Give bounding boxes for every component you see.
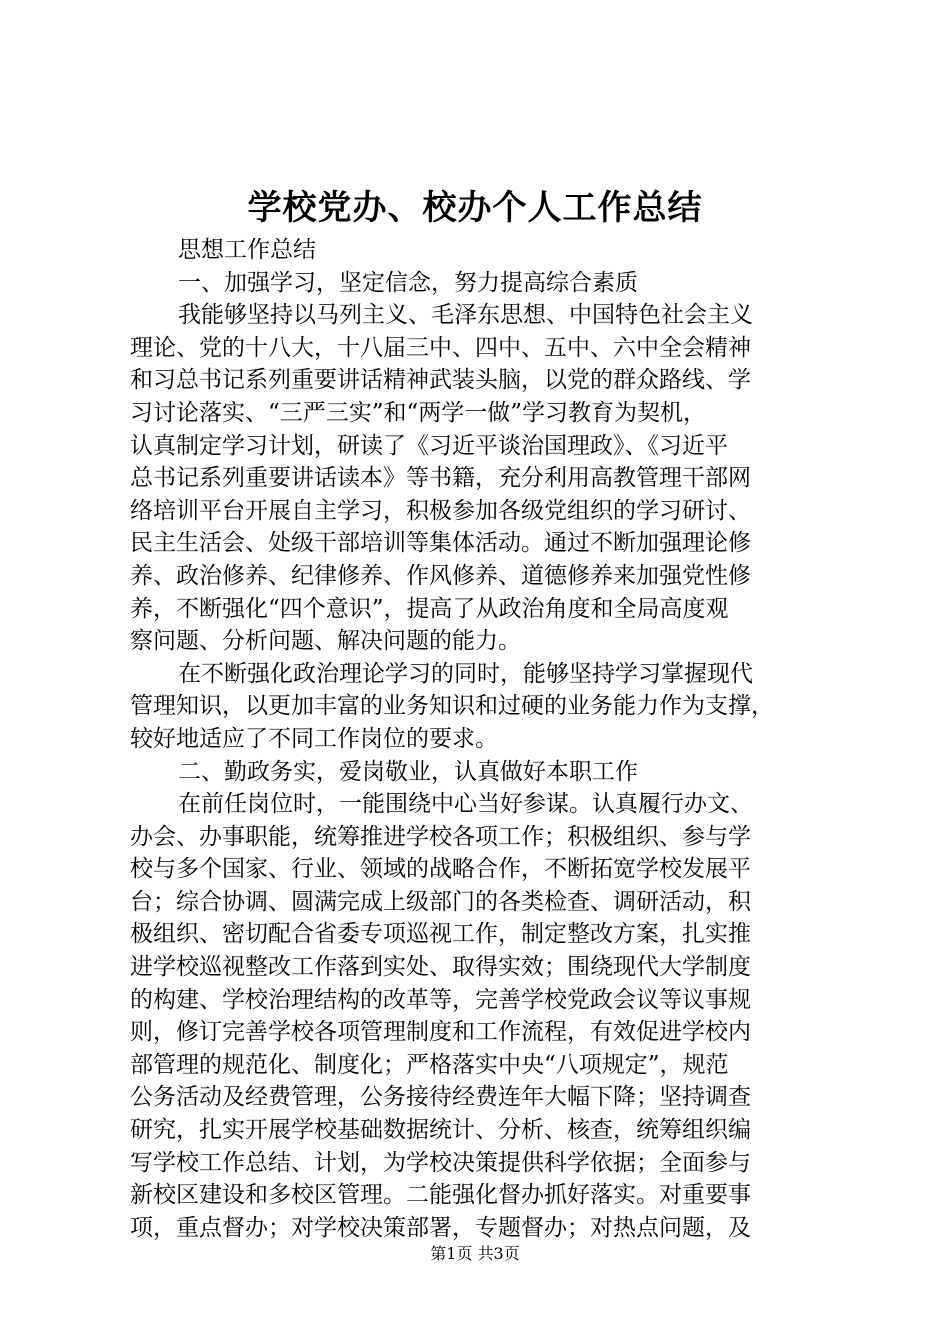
text-line: 校与多个国家、行业、领域的战略合作，不断拓宽学校发展平: [130, 856, 751, 883]
text-line: 和习总书记系列重要讲话精神武装头脑，以党的群众路线、学: [130, 367, 751, 394]
text-line: 较好地适应了不同工作岗位的要求。: [130, 725, 498, 752]
text-line: 思想工作总结: [178, 237, 316, 263]
text-line: 我能够坚持以马列主义、毛泽东思想、中国特色社会主义: [178, 302, 753, 329]
text-line: 部管理的规范化、制度化；严格落实中央“八项规定”，规范: [130, 1051, 729, 1078]
text-line: 养，不断强化“四个意识”，提高了从政治角度和全局高度观: [130, 595, 729, 622]
text-line: 项，重点督办；对学校决策部署，专题督办；对热点问题，及: [130, 1214, 751, 1241]
text-line: 在前任岗位时，一能围绕中心当好参谋。认真履行办文、: [178, 791, 753, 818]
text-line: 络培训平台开展自主学习，积极参加各级党组织的学习研讨、: [130, 497, 751, 524]
text-line: 察问题、分析问题、解决问题的能力。: [130, 628, 521, 655]
text-line: 习讨论落实、“三严三实”和“两学一做”学习教育为契机，: [130, 399, 707, 426]
page-footer: 第1页 共3页: [430, 1244, 520, 1263]
text-line: 研究，扎实开展学校基础数据统计、分析、核查，统筹组织编: [130, 1117, 751, 1144]
text-line: 新校区建设和多校区管理。二能强化督办抓好落实。对重要事: [130, 1182, 751, 1209]
text-line: 台；综合协调、圆满完成上级部门的各类检查、调研活动，积: [130, 888, 751, 915]
text-line: 则，修订完善学校各项管理制度和工作流程，有效促进学校内: [130, 1019, 751, 1046]
text-line: 办会、办事职能，统筹推进学校各项工作；积极组织、参与学: [130, 823, 751, 850]
text-line: 极组织、密切配合省委专项巡视工作，制定整改方案，扎实推: [130, 921, 751, 948]
text-line: 理论、党的十八大，十八届三中、四中、五中、六中全会精神: [130, 334, 751, 361]
document-title: 学校党办、校办个人工作总结: [247, 188, 703, 228]
text-line: 总书记系列重要讲话读本》等书籍，充分利用高教管理干部网: [130, 465, 751, 492]
text-line: 在不断强化政治理论学习的同时，能够坚持学习掌握现代: [178, 660, 753, 687]
text-line: 认真制定学习计划，研读了《习近平谈治国理政》、《习近平: [130, 432, 728, 459]
text-line: 公务活动及经费管理，公务接待经费连年大幅下降；坚持调查: [130, 1084, 751, 1111]
text-line: 进学校巡视整改工作落到实处、取得实效；围绕现代大学制度: [130, 954, 751, 981]
text-line: 写学校工作总结、计划，为学校决策提供科学依据；全面参与: [130, 1149, 751, 1176]
document-body: [130, 234, 830, 1244]
text-line: 一、加强学习，坚定信念，努力提高综合素质: [178, 269, 638, 296]
text-line: 管理知识，以更加丰富的业务知识和过硬的业务能力作为支撑，: [130, 693, 774, 720]
text-line: 养、政治修养、纪律修养、作风修养、道德修养来加强党性修: [130, 562, 751, 589]
text-line: 民主生活会、处级干部培训等集体活动。通过不断加强理论修: [130, 530, 751, 557]
text-line: 二、勤政务实，爱岗敬业，认真做好本职工作: [178, 758, 638, 785]
text-line: 的构建、学校治理结构的改革等，完善学校党政会议等议事规: [130, 986, 751, 1013]
